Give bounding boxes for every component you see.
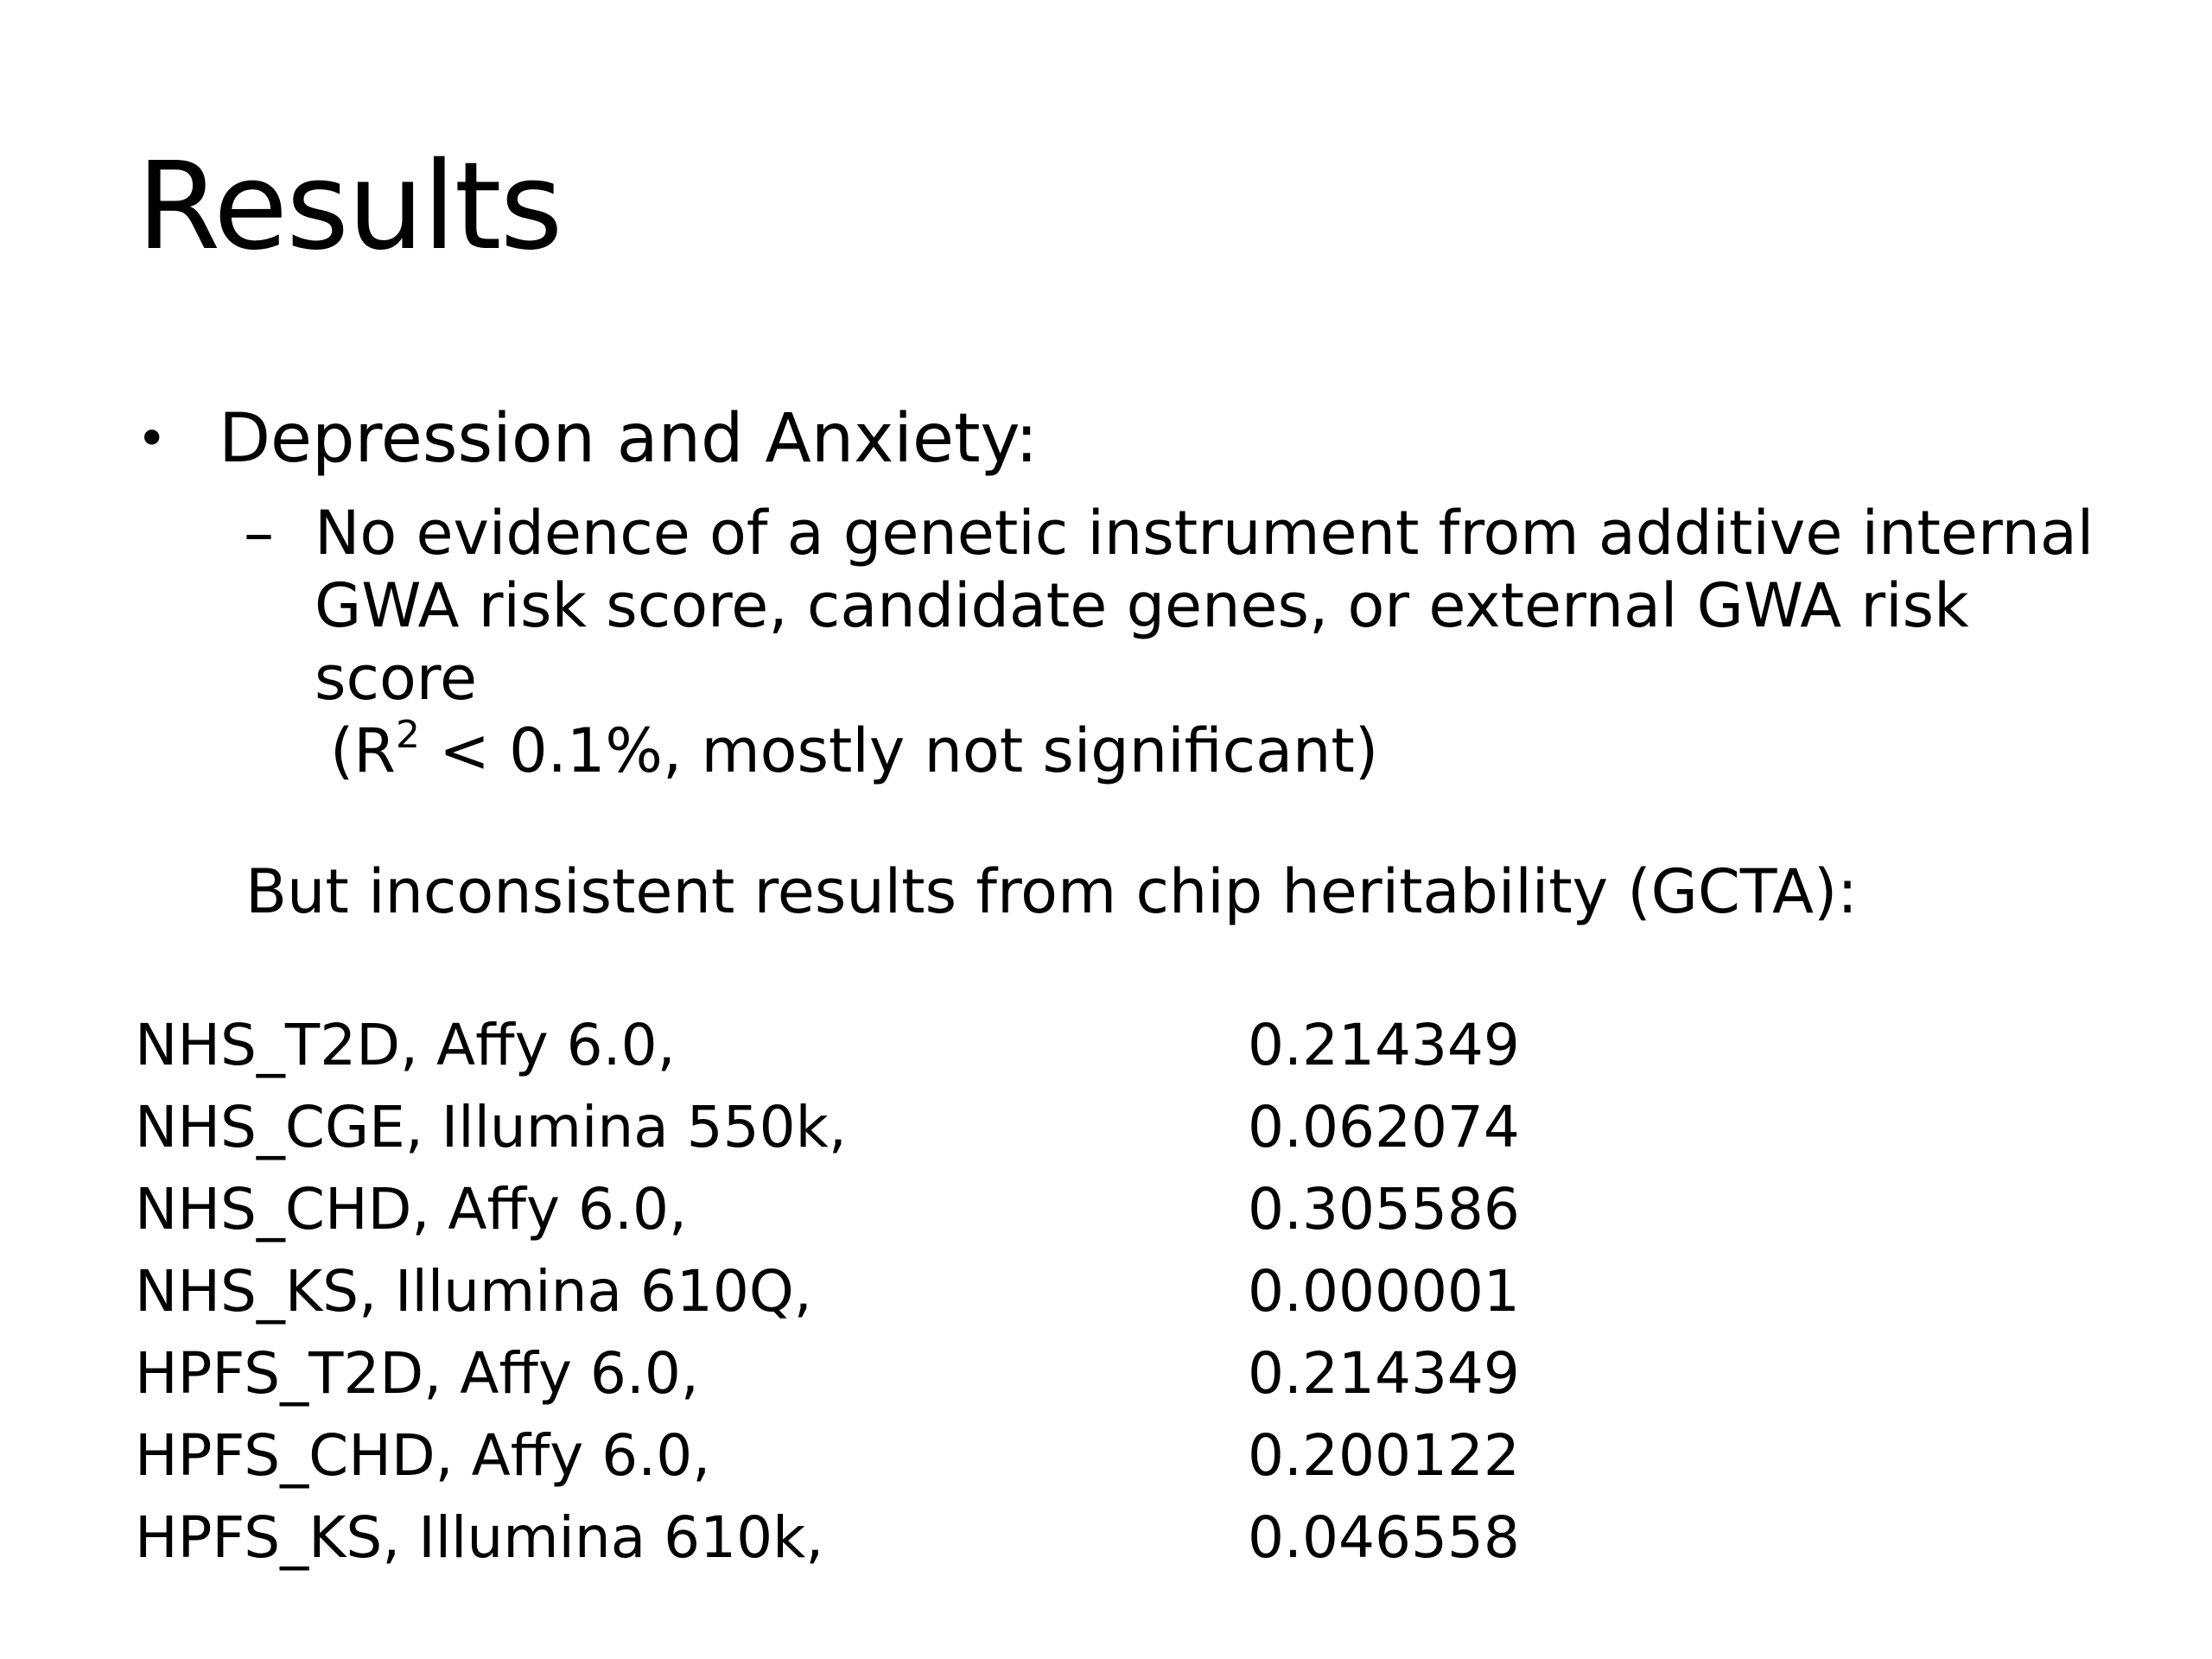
r2-prefix: (R: [330, 715, 396, 786]
row-value: 0.046558: [1248, 1504, 1520, 1571]
row-value: 0.214349: [1248, 1340, 1520, 1407]
table-row: [135, 1250, 1604, 1332]
bullet-dot-icon: •: [137, 409, 168, 469]
row-label: NHS_CHD, Affy 6.0,: [135, 1176, 687, 1243]
r2-note: [315, 715, 2198, 787]
heritability-table: [135, 1004, 1604, 1579]
table-row: [135, 1168, 1604, 1250]
row-label: NHS_CGE, Illumina 550k,: [135, 1094, 847, 1160]
bullet-text: Depression and Anxiety:: [219, 400, 1039, 478]
sub-bullet-line-1: No evidence of a genetic instrument from additive internal: [315, 498, 2094, 569]
row-label: HPFS_CHD, Affy 6.0,: [135, 1422, 711, 1489]
r2-suffix: < 0.1%, mostly not significant): [419, 715, 1379, 786]
row-label: HPFS_KS, Illumina 610k,: [135, 1504, 824, 1571]
row-label: NHS_T2D, Affy 6.0,: [135, 1012, 676, 1078]
row-value: 0.062074: [1248, 1094, 1520, 1160]
sub-bullet-text: [315, 497, 2198, 787]
row-value: 0.000001: [1248, 1258, 1520, 1325]
row-label: NHS_KS, Illumina 610Q,: [135, 1258, 812, 1325]
table-row: [135, 1004, 1604, 1086]
sub-bullet-line-2: GWA risk score, candidate genes, or external GWA risk: [315, 570, 1969, 641]
table-row: [135, 1497, 1604, 1579]
dash-icon: –: [244, 498, 274, 569]
gcta-intro-text: But inconsistent results from chip heritability (GCTA):: [245, 856, 1858, 927]
sub-bullet-line-3: score: [315, 643, 478, 714]
bullet-depression-anxiety: [137, 396, 1038, 482]
r2-superscript: 2: [395, 713, 420, 757]
row-value: 0.305586: [1248, 1176, 1520, 1243]
table-row: [135, 1086, 1604, 1168]
row-value: 0.214349: [1248, 1012, 1520, 1078]
row-value: 0.200122: [1248, 1422, 1520, 1489]
slide-title: Results: [137, 137, 562, 277]
table-row: [135, 1414, 1604, 1497]
row-label: HPFS_T2D, Affy 6.0,: [135, 1340, 699, 1407]
table-row: [135, 1332, 1604, 1414]
